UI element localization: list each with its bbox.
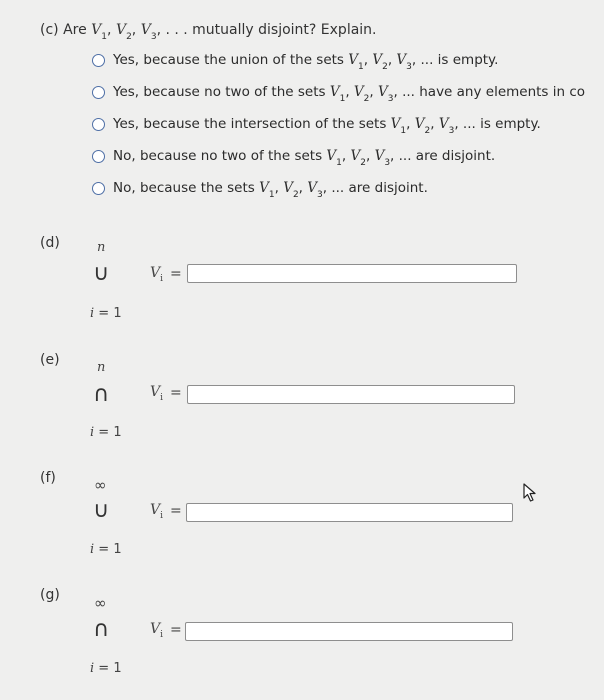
part-e-upper-bound: n: [97, 360, 106, 375]
union-operator: ∪: [93, 498, 110, 523]
radio-option-2[interactable]: [92, 86, 105, 99]
radio-option-4[interactable]: [92, 150, 105, 163]
question-suffix: . . . mutually disjoint? Explain.: [165, 22, 377, 38]
part-e-term: $V_i$: [150, 384, 164, 403]
union-operator: ∪: [93, 261, 110, 286]
part-e-label: (e): [40, 352, 60, 368]
question-prefix: Are: [63, 22, 87, 38]
part-d-lower-bound: i = 1: [90, 306, 122, 321]
part-d-upper-bound: n: [97, 240, 106, 255]
option-3[interactable]: Yes, because the intersection of the sets $V_1$ , $V_2$ , $V_3$ , ... is empty.: [92, 116, 541, 132]
part-c-label: (c): [40, 22, 59, 38]
radio-option-3[interactable]: [92, 118, 105, 131]
part-g-lower-bound: i = 1: [90, 661, 122, 676]
part-f-answer-input[interactable]: [186, 503, 513, 522]
part-g-label: (g): [40, 587, 60, 603]
part-e-answer-input[interactable]: [187, 385, 515, 404]
part-f-lower-bound: i = 1: [90, 542, 122, 557]
option-1[interactable]: Yes, because the union of the sets $V_1$ , $V_2$ , $V_3$ , ... is empty.: [92, 52, 498, 68]
part-c-question: (c) Are $V_1$, $V_2$, $V_3$, . . . mutually disjoint? Explain.: [40, 22, 377, 42]
part-f-equals: =: [170, 503, 182, 519]
part-e-equals: =: [170, 385, 182, 401]
var-v1: $V_1$: [91, 22, 108, 42]
part-g-upper-bound: ∞: [94, 594, 107, 612]
var-v2: $V_2$: [115, 22, 132, 42]
part-f-upper-bound: ∞: [94, 476, 107, 494]
radio-option-5[interactable]: [92, 182, 105, 195]
radio-option-1[interactable]: [92, 54, 105, 67]
var-v3: $V_3$: [140, 22, 157, 42]
intersection-operator: ∩: [93, 617, 110, 642]
part-d-label: (d): [40, 235, 60, 251]
part-e-lower-bound: i = 1: [90, 425, 122, 440]
option-5[interactable]: No, because the sets $V_1$ , $V_2$ , $V_3$ , ... are disjoint.: [92, 180, 428, 196]
option-4[interactable]: No, because no two of the sets $V_1$ , $V_2$ , $V_3$ , ... are disjoint.: [92, 148, 495, 164]
part-d-equals: =: [170, 266, 182, 282]
part-f-label: (f): [40, 470, 56, 486]
intersection-operator: ∩: [93, 382, 110, 407]
part-g-equals: =: [170, 622, 182, 638]
part-g-answer-input[interactable]: [185, 622, 513, 641]
part-d-answer-input[interactable]: [187, 264, 517, 283]
part-g-term: $V_i$: [150, 621, 164, 640]
part-d-term: $V_i$: [150, 265, 164, 284]
mouse-pointer-icon: [522, 483, 540, 503]
part-f-term: $V_i$: [150, 502, 164, 521]
option-2[interactable]: Yes, because no two of the sets $V_1$ , $V_2$ , $V_3$ , ... have any elements in co: [92, 84, 585, 100]
